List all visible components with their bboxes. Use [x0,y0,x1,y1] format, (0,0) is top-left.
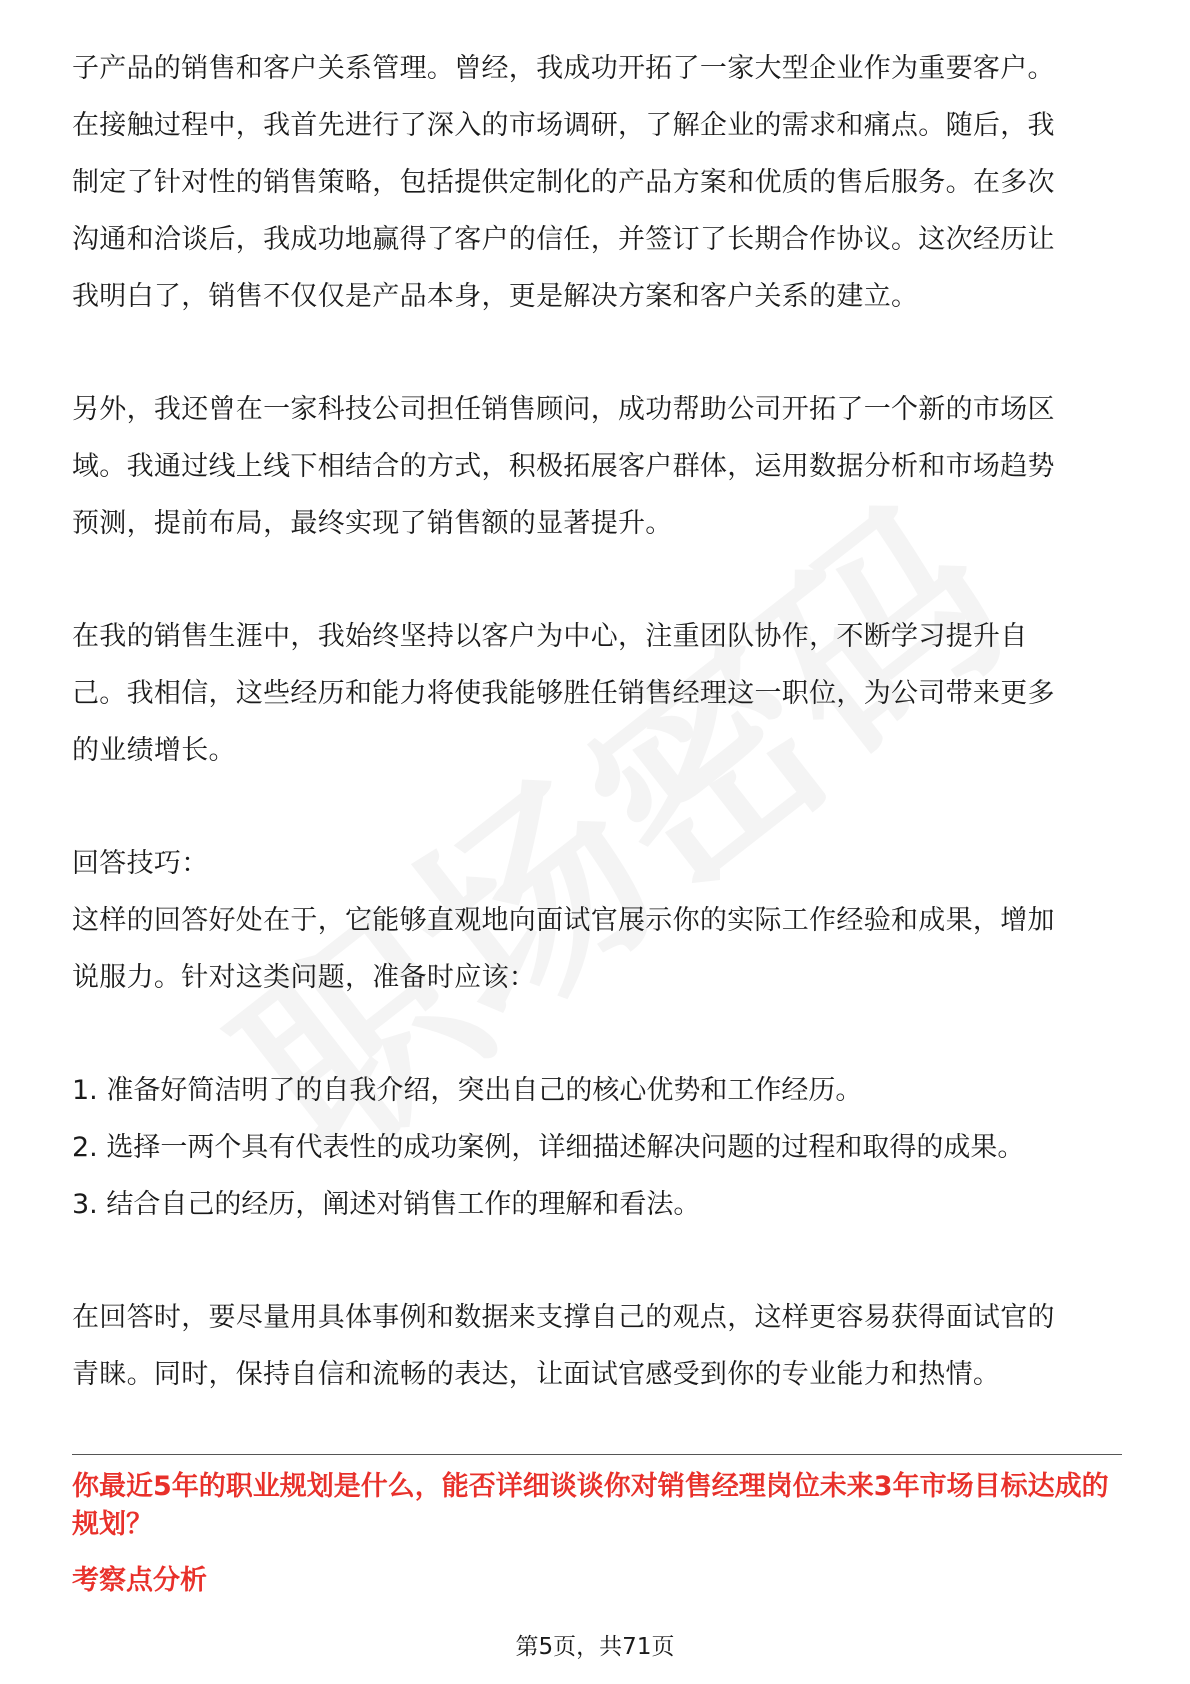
text-line: 己。我相信，这些经历和能力将使我能够胜任销售经理这一职位，为公司带来更多 [72,678,1055,709]
list-item: 3. 结合自己的经历，阐述对销售工作的理解和看法。 [72,1189,701,1220]
text-line: 域。我通过线上线下相结合的方式，积极拓展客户群体，运用数据分析和市场趋势 [72,451,1055,482]
text-line: 沟通和洽谈后，我成功地赢得了客户的信任，并签订了长期合作协议。这次经历让 [72,224,1055,255]
interview-question: 你最近5年的职业规划是什么，能否详细谈谈你对销售经理岗位未来3年市场目标达成的规划？ [72,1471,1109,1540]
text-line: 的业绩增长。 [72,735,236,766]
text-line: 青睐。同时，保持自信和流畅的表达，让面试官感受到你的专业能力和热情。 [72,1359,1001,1390]
text-line: 子产品的销售和客户关系管理。曾经，我成功开拓了一家大型企业作为重要客户。 [72,53,1055,84]
list-item: 1. 准备好简洁明了的自我介绍，突出自己的核心优势和工作经历。 [72,1075,863,1106]
tips-heading: 回答技巧： [72,848,209,879]
text-line: 这样的回答好处在于，它能够直观地向面试官展示你的实际工作经验和成果，增加 [72,905,1055,936]
text-line: 另外，我还曾在一家科技公司担任销售顾问，成功帮助公司开拓了一个新的市场区 [72,394,1055,425]
text-line: 在我的销售生涯中，我始终坚持以客户为中心，注重团队协作，不断学习提升自 [72,621,1028,652]
section-title: 考察点分析 [72,1565,207,1596]
paragraph-experience [72,40,1122,325]
paragraph-closing [72,1289,1122,1403]
section-divider [72,1454,1122,1455]
text-line: 预测，提前布局，最终实现了销售额的显著提升。 [72,508,673,539]
tips-list [72,1062,1122,1233]
paragraph-additional [72,381,1122,552]
text-line: 制定了针对性的销售策略，包括提供定制化的产品方案和优质的售后服务。在多次 [72,167,1055,198]
document-body [72,40,1122,1403]
text-line: 在回答时，要尽量用具体事例和数据来支撑自己的观点，这样更容易获得面试官的 [72,1302,1055,1333]
page-footer: 第5页，共71页 [515,1634,675,1660]
text-line: 说服力。针对这类问题，准备时应该： [72,962,537,993]
list-item: 2. 选择一两个具有代表性的成功案例，详细描述解决问题的过程和取得的成果。 [72,1132,1025,1163]
text-line: 在接触过程中，我首先进行了深入的市场调研，了解企业的需求和痛点。随后，我 [72,110,1055,141]
text-line: 我明白了，销售不仅仅是产品本身，更是解决方案和客户关系的建立。 [72,281,919,312]
paragraph-summary [72,608,1122,779]
tips-intro [72,892,1122,1006]
